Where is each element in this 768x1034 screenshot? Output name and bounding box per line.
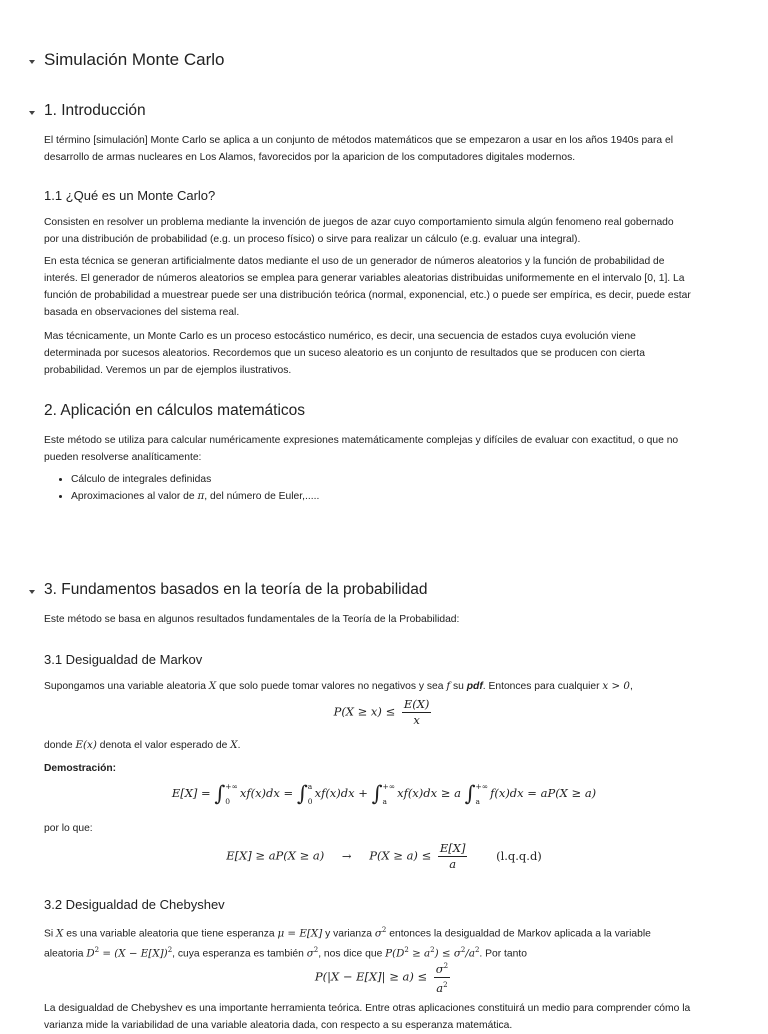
subsection-heading-que-es: 1.1 ¿Qué es un Monte Carlo? xyxy=(44,188,216,203)
math-inline: σ xyxy=(306,947,314,960)
paragraph xyxy=(44,432,734,466)
fraction-numerator: E(X) xyxy=(403,697,430,711)
math-exponent: 2 xyxy=(381,926,387,934)
math-exponent: 2 xyxy=(404,946,409,955)
text-run: . Por tanto xyxy=(479,948,527,960)
math-pi: π xyxy=(197,490,205,502)
text-run: aleatoria xyxy=(44,948,87,960)
paragraph: Este método se basa en algunos resultados fundamentales de la Teoría de la Probabilidad: xyxy=(44,614,460,625)
math-inline: ) ≤ σ xyxy=(434,947,461,960)
math-inline: P(D xyxy=(385,947,405,960)
equation-part: xf(x)dx ≥ a xyxy=(397,786,461,800)
math-inline: a xyxy=(436,980,444,995)
fraction-denominator: x xyxy=(413,713,420,727)
lower-limit: a xyxy=(475,797,481,806)
math-exponent: 2 xyxy=(313,946,319,955)
text-run: entonces la desigualdad de Markov aplicada a la variable xyxy=(386,928,651,940)
paragraph xyxy=(44,253,734,321)
text-run: , xyxy=(629,681,633,692)
equation-chebyshev xyxy=(0,960,768,995)
integral-limits xyxy=(383,779,396,809)
paragraph xyxy=(44,678,734,695)
integral-sign: ∫ xyxy=(296,781,308,806)
text-line: Consisten en resolver un problema mediante la invención de juegos de azar cuyo comportamiento simula algún fenomeno real gobernado xyxy=(44,217,674,228)
math-exponent: 2 xyxy=(167,946,173,955)
upper-limit: +∞ xyxy=(475,782,489,791)
text-line: varianza mide la variabilidad de una variable aleatoria dada, con respecto a su esperanza matemática. xyxy=(44,1020,513,1031)
lower-limit: 0 xyxy=(307,797,313,806)
fraction-denominator: a xyxy=(449,857,457,871)
math-exponent: 2 xyxy=(443,980,448,989)
integral-sign: ∫ xyxy=(214,781,226,806)
upper-limit: a xyxy=(307,782,313,791)
fraction-denominator xyxy=(434,978,450,995)
text-line: La desigualdad de Chebyshev es una importante herramienta teórica. Entre otras aplicaciones constituirá un medio para comprender cómo la xyxy=(44,1003,691,1014)
subsection-heading-chebyshev: 3.2 Desigualdad de Chebyshev xyxy=(44,897,225,912)
lower-limit: 0 xyxy=(225,797,231,806)
list-item-text: Cálculo de integrales definidas xyxy=(71,474,212,485)
text-line: Mas técnicamente, un Monte Carlo es un proceso estocástico numérico, es decir, una secuencia de estados cuya evolución viene xyxy=(44,331,636,342)
paragraph xyxy=(44,922,734,963)
upper-limit: +∞ xyxy=(225,782,238,791)
fraction-numerator xyxy=(434,960,450,978)
text-run: su xyxy=(450,681,467,692)
section-heading-aplicacion: 2. Aplicación en cálculos matemáticos xyxy=(44,402,306,419)
math-exponent: 2 xyxy=(94,946,100,955)
section-heading-fundamentos: 3. Fundamentos basados en la teoría de la probabilidad xyxy=(44,581,428,598)
paragraph: por lo que: xyxy=(44,823,93,834)
math-inline: σ xyxy=(435,961,444,976)
intro-paragraph xyxy=(44,132,734,166)
math-inline: μ = E[X] xyxy=(277,927,323,940)
list-item xyxy=(71,471,711,488)
text-line: En esta técnica se generan artificialmente datos mediante el uso de un generador de números aleatorios y la función de probabilidad de xyxy=(44,256,665,267)
text-run: es una variable aleatoria que tiene esperanza xyxy=(63,928,278,940)
integral-limits xyxy=(476,779,489,809)
collapse-caret-icon[interactable] xyxy=(29,60,35,64)
upper-limit: +∞ xyxy=(382,782,396,791)
equation-demonstration xyxy=(0,779,768,809)
collapse-caret-icon[interactable] xyxy=(29,111,35,115)
equation-part: P(|X − E[X]| ≥ a) ≤ xyxy=(314,969,428,984)
bullet-list xyxy=(44,471,711,505)
text-line xyxy=(44,922,734,942)
text-line: Este método se utiliza para calcular numéricamente expresiones matemáticamente complejas y difíciles de evaluar con exactitud, o que no xyxy=(44,435,679,446)
math-exponent: 2 xyxy=(474,946,480,955)
list-item-text: Aproximaciones al valor de xyxy=(71,491,198,502)
list-item xyxy=(71,488,711,505)
text-line: probabilidad. Veremos un par de ejemplos ilustrativos. xyxy=(44,365,292,376)
text-run: , cuya esperanza es también xyxy=(172,948,307,960)
text-line: determinada por sucesos aleatorios. Recordemos que un suceso aleatorio es un conjunto de resultados que se producen con cierta xyxy=(44,348,646,359)
paragraph xyxy=(44,214,734,248)
text-line: pueden resolverse analíticamente: xyxy=(44,452,202,463)
demonstration-label xyxy=(44,760,734,777)
equation-part: P(X ≥ x) ≤ xyxy=(333,704,396,719)
equation-part: E[X] ≥ aP(X ≥ a) xyxy=(226,848,325,863)
paragraph xyxy=(44,328,734,379)
math-inline: X xyxy=(56,927,64,940)
text-run: , nos dice que xyxy=(318,948,386,960)
text-run: donde xyxy=(44,740,76,751)
text-run: Si xyxy=(44,928,57,940)
equation-part: f(x)dx = aP(X ≥ a) xyxy=(490,786,597,800)
math-inline: /a xyxy=(465,947,475,960)
text-run-emphasis: pdf xyxy=(466,681,483,692)
collapse-caret-icon[interactable] xyxy=(29,590,35,594)
math-exponent: 2 xyxy=(443,962,449,970)
math-exponent: 2 xyxy=(460,946,466,955)
text-run: . Entonces para cualquier xyxy=(482,681,603,692)
text-run: Supongamos una variable aleatoria xyxy=(44,681,209,692)
text-run: y varianza xyxy=(322,928,375,940)
fraction xyxy=(438,842,468,871)
math-exponent: 2 xyxy=(430,946,435,955)
text-line: El término [simulación] Monte Carlo se aplica a un conjunto de métodos matemáticos que se empezaron a usar en los años 1940s para el xyxy=(44,135,674,146)
equation-part: xf(x)dx + xyxy=(314,786,368,800)
text-line: por una distribución de probabilidad (e.g. un proceso físico) o sirve para realizar un cálculo (e.g. evaluar una integral). xyxy=(44,234,581,245)
integral-limits xyxy=(225,779,238,809)
math-inline: σ xyxy=(374,927,382,940)
math-inline: ≥ a xyxy=(408,947,431,960)
equation-conclusion xyxy=(0,842,768,871)
section-heading-introduccion: 1. Introducción xyxy=(44,102,146,119)
math-inline: D xyxy=(86,947,95,960)
text-line: desarrollo de armas nucleares en Los Alamos, favorecidos por la aparicion de los computadores digitales modernos. xyxy=(44,152,576,163)
text-run: denota el valor esperado de xyxy=(96,740,231,751)
fraction xyxy=(402,698,432,727)
qed-label: (l.q.q.d) xyxy=(496,848,542,863)
equation-part: xf(x)dx = xyxy=(239,786,294,800)
lower-limit: a xyxy=(382,797,388,806)
equation-markov xyxy=(0,698,768,727)
equation-part: P(X ≥ a) ≤ xyxy=(369,848,432,863)
subsection-heading-markov: 3.1 Desigualdad de Markov xyxy=(44,652,203,667)
math-inline: = (X − E[X]) xyxy=(99,947,168,960)
text-run-bold: Demostración: xyxy=(44,763,117,774)
text-line: función de probabilidad a muestrear puede ser una distribución teórica (normal, exponencial, etc.) o puede ser empírica, es decir, puede estar xyxy=(44,290,691,301)
math-inline: x > 0 xyxy=(602,680,630,692)
paragraph xyxy=(44,737,734,754)
integral-sign: ∫ xyxy=(371,781,383,806)
integral-limits xyxy=(308,779,313,809)
math-inline: X xyxy=(230,739,238,751)
math-inline: f xyxy=(446,680,451,692)
fraction xyxy=(434,960,450,995)
math-inline: E(x) xyxy=(75,739,97,751)
text-run: . xyxy=(237,740,241,751)
fraction-numerator: E[X] xyxy=(439,841,466,855)
arrow-icon: → xyxy=(341,848,352,863)
text-line: interés. El generador de números aleatorios se emplea para generar variables aleatorias distribuidas uniformemente en el intervalo [0, 1]. La xyxy=(44,273,685,284)
page-title: Simulación Monte Carlo xyxy=(44,50,225,69)
integral-sign: ∫ xyxy=(464,781,476,806)
text-line: basada en observaciones del sistema real. xyxy=(44,307,240,318)
math-inline: X xyxy=(208,680,217,692)
text-run: que solo puede tomar valores no negativos y sea xyxy=(216,681,447,692)
list-item-text: , del número de Euler,..... xyxy=(204,491,320,502)
equation-part: E[X] = xyxy=(171,786,211,800)
paragraph xyxy=(44,1000,734,1034)
